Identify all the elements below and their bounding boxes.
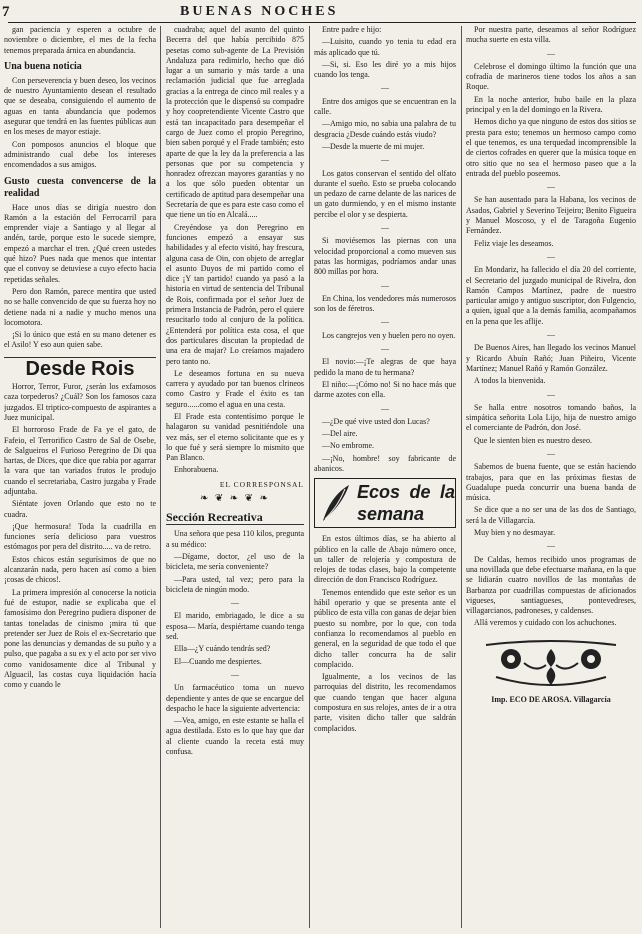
- separator-dash: —: [547, 330, 555, 340]
- article-text: Enhorabuena.: [174, 465, 219, 475]
- article-text: De Buenos Aires, han llegado los vecinos Manuel y Ricardo Abuín Rañó; Juan Piñeiro, Vicente Martínez; Manuel Rañó y Ramón González.: [466, 343, 636, 373]
- floral-vignette-icon: [476, 637, 626, 689]
- article-text: Una señora que pesa 110 kilos, pregunta a su médico:: [166, 529, 304, 549]
- article-text: Feliz viaje les deseamos.: [474, 238, 554, 248]
- article-text: —Dígame, doctor, ¿el uso de la bicicleta, me sería conveniente?: [166, 551, 304, 572]
- article-text: Si moviésemos las piernas con una velocidad proporcional a como mueven sus patas las hormigas, podríamos andar unas 800 millas por hora.: [314, 236, 456, 277]
- page-number: 7: [2, 4, 10, 20]
- article-text: Con pomposos anuncios el bloque que administrando cual debe los intereses encomendados a sus amigos.: [4, 139, 156, 170]
- article-text: Que le sienten bien es nuestro deseo.: [474, 435, 592, 445]
- article-text: —Amigo mio, no sabia una palabra de tu desgracia ¿Desde cuándo estás viudo?: [314, 119, 456, 139]
- column-4: [466, 25, 636, 930]
- separator-dash: —: [381, 403, 389, 413]
- article-text: El horroroso Frade de Fa ye el gato, de Fafeio, el Terrorifico Castro de Sal de Osebe, de Salgueiros el Furioso Peregrino de Di qua hartas, de Dices, que dice que rabia por agarrar la vara que tan variados frutos le produjo cuando el secretariaba, Castro juzgaba y Frade adjuntaba.: [4, 425, 156, 496]
- article-heading: Gusto cuesta convencerse de la realidad: [4, 175, 156, 199]
- separator-dash: —: [381, 280, 389, 290]
- article-text: Un farmacéutico toma un nuevo dependiente y antes de que se encargue del despacho le hace la siguiente advertencia:: [166, 683, 304, 713]
- article-text: En China, los vendedores más numerosos son los de féretros.: [314, 293, 456, 314]
- printer-imprint: Imp. ECO DE AROSA. Villagarcía: [491, 694, 611, 704]
- article-text: Tenemos entendido que este señor es un hábil operario y que se presenta ante el público de esta villa con ganas de dejar bien puesto su nombre, por lo que, con toda confianza lo recomendamos al pueblo en general, en la seguridad de que todo el que dicho taller concurra ha de salir complacido.: [314, 587, 456, 669]
- article-text: A todos la bienvenida.: [474, 376, 546, 386]
- article-text: Hace unos días se dirigía nuestro don Ramón a la estación del Ferrocarril para emprender viaje a Santiago y al llegar al andén, tarde, porque esto le sucede siempre, empezó a marchar el tren. ¿Qué creen ustedes qué hizo? Pues nada que menos que intentar que el convoy se detuviese a cuyo efecto hacia repetidas señales.: [4, 202, 156, 284]
- article-text: Igualmente, a los vecinos de las parroquias del distrito, les recomendamos que cuando tengan que hacer alguna compostura en sus relojes, antes de ir a otra parte, visiten dicho taller que saldrán complacidos.: [314, 672, 456, 733]
- article-text: La primera impresión al conocerse la noticia fué de estupor, nadie se explicaba que el famosísimo don Peregrino pudiera disponer de tantas toneladas de cinismo ¡mira tú que pretender ser Juez de Rois el ex-Secretario que pone las denuncias y demandas de su puño y a pulso, que pagaba a su ex y el acto por ser vivo como vanidosamente dice al Tribunal y Alguacil, las costas cuya liquidación hacía como y cuando le: [4, 587, 156, 690]
- article-text: Pero don Ramón, parece mentira que usted no se halle convencido de que su fuerza hoy no detiene nada ni a nadie y mucho menos una locomotora.: [4, 286, 156, 327]
- article-text: gan paciencia y esperen a octubre de noviembre o diciembre, el mes de la fecha tenemos preparada árnica en abundancia.: [4, 25, 156, 55]
- ecos-heading-box: [314, 478, 456, 528]
- article-text: Estos chicos están segurísimos de que no alcanzarán nada, pero hacen así como a bien ¡cosas de chicos!.: [4, 554, 156, 585]
- article-text: El niño:—¡Cómo no! Si no hace más que darme azotes con ella.: [314, 379, 456, 400]
- article-text: —Si, si. Eso les diré yo a mis hijos cuando los tenga.: [314, 59, 456, 80]
- article-text: Creyéndose ya don Peregrino en funciones empezó a ensayar sus habilidades y al efecto visitó, hay frescura, alguna casa de Oin, con objeto de arreglar el asunto Duyos de mi partido como el dice ¡Y tan partido! cuando ya pasó a la historia en virtud de sentencia del Tribunal de Rois, confirmada por el señor Juez de primera Instancia de Padrón, pero el quiere resucitarlo todo al conjuro de la política. ¿Entenderá por política esta cosa, el que dos particulares discutan la propiedad de una era de majar? Lo creíamos majadero pero tanto no.: [166, 222, 304, 366]
- column-divider: [309, 26, 310, 928]
- ornament-divider: ❧ ❦ ❧ ❦ ❧: [200, 493, 270, 505]
- article-text: —Para usted, tal vez; pero para la bicicleta de ningún modo.: [166, 574, 304, 594]
- separator-dash: —: [547, 48, 555, 58]
- article-text: —Luisito, cuando yo tenia tu edad era más aplicado que tú.: [314, 37, 456, 57]
- article-text: Hemos dicho ya que ninguno de estos dos sitios se presta para esto; tenemos un hermoso campo como el que tenemos, es una terquedad incomprensible la de ciertos cofrades en querer que la música toque en otro sitio que no sea el hermoso paseo que a la entrada del pueblo poseemos.: [466, 117, 636, 178]
- column-2: [166, 25, 304, 930]
- article-text: ¡Si lo único que está en su mano detener es el Asilo! Y eso aun quien sabe.: [4, 330, 156, 350]
- article-text: Se dice que a no ser una de las dos de Santiago, será la de Villagarcía.: [466, 505, 636, 525]
- separator-dash: —: [547, 541, 555, 551]
- separator-dash: —: [381, 83, 389, 93]
- article-text: —Vea, amigo, en este estante se halla el agua destilada. Esto es lo que hay que dar al cliente cuando la receta está muy confusa.: [166, 716, 304, 756]
- article-text: En estos últimos días, se ha abierto al público en la calle de Abajo número once, un taller de relojería y compostura de relojes de todas clases, bajo la competente dirección de don Francisco Rodríguez.: [314, 534, 456, 585]
- article-text: Entre dos amigos que se encuentran en la calle.: [314, 96, 456, 117]
- separator-dash: —: [381, 317, 389, 327]
- article-text: ¡Que hermosura! Toda la cuadrilla en funciones sería delicioso para vuestros estómagos por pera del distrito..... va de retro.: [4, 521, 156, 552]
- article-text: —No embrome.: [322, 441, 374, 451]
- article-text: En la noche anterior, hubo baile en la plaza principal y en la del domingo en la Rivera.: [466, 94, 636, 115]
- separator-dash: —: [547, 448, 555, 458]
- article-text: Le deseamos fortuna en su nueva carrera y ayudado por tan buenos clrineos como Castro y Frade el éxito es tan seguro......como el agua en una cesta.: [166, 368, 304, 409]
- article-heading: Una buena noticia: [4, 60, 82, 72]
- leaf-ornament-icon: [319, 481, 353, 525]
- article-text: cuadraba; aquel del asunto del quinto Becerra del que había percibido 875 pesetas como sub-agente de La Previsión Andaluza para redimirlo, hecho que dió lugar a un sumario y más tarde a una reclamación judicial que fue arreglada gracias a la entrega de cinco mil reales y a la protección que le dispensó su compadre y hoy coopretendiente Vicente Castro que está tan incapacitado para desempeñar el cargo de Juez como el propio Peregrino, bien saben porqué y el Frade también; esto aparte de que la ley da la preferencia a las personas que por su competencia y honradez ofrezcan mayores garantías y no a los que sólo pueden obtentar un certificado de aptitud para desempeñar una Secretaría de que es para este caso como el que tiene un tío en Alcalá.....: [166, 25, 304, 220]
- article-text: Por nuestra parte, deseamos al señor Rodríguez mucha suerte en esta villa.: [466, 25, 636, 45]
- article-text: —Desde la muerte de mi mujer.: [322, 141, 425, 151]
- article-text: Con perseverencia y buen deseo, los vecinos de nuestro Ayuntamiento desean el resultado que se deseaba, consiguiendo el aumento de aguas en tanta abundancia que podemos asegurar que tendrá en las fuentes públicas aun en los meses de mayor estiaje.: [4, 75, 156, 137]
- article-text: —¿De qué vive usted don Lucas?: [322, 416, 430, 426]
- article-text: Los gatos conservan el sentido del olfato durante el sueño. Esto se prueba colocando un pedazo de carne delante de las narices de un gato durmiendo, y en el mismo instante percibe el olor y se despierta.: [314, 168, 456, 219]
- article-text: El—Cuando me despiertes.: [174, 656, 262, 666]
- article-text: Ella—¿Y cuándo tendrás sed?: [174, 644, 271, 654]
- article-text: Los cangrejos ven y huelen pero no oyen.: [322, 330, 456, 340]
- article-text: —Del aire.: [322, 429, 358, 439]
- column-1: [4, 25, 156, 930]
- section-heading-recreativa: Sección Recreativa: [166, 510, 304, 525]
- separator-dash: —: [381, 223, 389, 233]
- article-text: Celebrose el domingo último la función que una cofradía de marineros tiene todos los años a san Roque.: [466, 61, 636, 92]
- article-text: De Caldas, hemos recibido unos programas de una novillada que debe efectuarse mañana, en la que se lidiarán cuatro novillos de las montañas de Barbanza por cuadrillas compuestas de aficionados vigueses, santiagueses, pontevedreses, villagarcianos, padroneses, y caldenses.: [466, 554, 636, 616]
- correspondent-signature: EL CORRESPONSAL: [219, 479, 304, 489]
- column-divider: [160, 26, 161, 928]
- article-text: —¡No, hombre! soy fabricante de abanicos.: [314, 453, 456, 473]
- article-text: Se han ausentado para la Habana, los vecinos de Asados, Gabriel y Severino Teijeiro; Benito Figueira y Manuel Moscoso, y el de Taragoña Eugenio Fernández.: [466, 195, 636, 236]
- article-text: El novio:—¡Te alegras de que haya pedido la mano de tu hermana?: [314, 357, 456, 377]
- column-divider: [461, 26, 462, 928]
- section-heading-desde-rois: Desde Rois: [4, 357, 156, 374]
- article-text: Muy bien y no desmayar.: [474, 528, 556, 538]
- masthead-title: BUENAS NOCHES: [180, 4, 339, 19]
- masthead-rule: [8, 22, 636, 23]
- article-text: Entre padre e hijo:: [322, 25, 382, 34]
- article-text: Allá veremos y cuidado con los achuchones.: [474, 618, 617, 628]
- article-text: En Mondariz, ha fallecido el día 20 del corriente, el Secretario del juzgado municipal de Rivelra, don Ramón Campos Martínez, padre de nuestro particular amigo y antiguo suscriptor, don Fulgencio, a quien, igual que a la demás familia, acompañamos en la pena que les aflije.: [466, 265, 636, 326]
- separator-dash: —: [381, 155, 389, 165]
- separator-dash: —: [547, 182, 555, 192]
- separator-dash: —: [231, 669, 239, 679]
- column-3: [314, 25, 456, 930]
- article-text: El marido, embriagado, le dice a su esposa— María, despiértame cuando tenga sed.: [166, 611, 304, 642]
- article-text: Siéntate joven Orlando que esto no te cuadra.: [4, 499, 156, 519]
- article-text: El Frade esta contentísimo porque le halagaron su vanidad pesnitiéndole una vez más, ser el eterno solicitante que es y lo que fué y será siempre lo mismito que Pan Blanco.: [166, 411, 304, 463]
- article-text: Se halla entre nosotros tomando baños, la simpática señorita Lola Lijo, hija de nuestro amigo el comerciante de Padrón, don José.: [466, 402, 636, 433]
- article-text: Sabemos de buena fuente, que se están haciendo trabajos, para que en las próximas fiestas de Guadalupe pueda concurrir una buena banda de música.: [466, 462, 636, 503]
- section-heading-ecos: Ecos de la semana: [357, 482, 455, 525]
- separator-dash: —: [381, 344, 389, 354]
- separator-dash: —: [231, 598, 239, 608]
- separator-dash: —: [547, 251, 555, 261]
- separator-dash: —: [547, 389, 555, 399]
- article-text: Horror, Terror, Furor, ¿serán los exfamosos caza torpederos? ¿Cuál? Son los famosos caza juzgados. El triptico-compuesto de aspirantes a Juez municipal.: [4, 382, 156, 422]
